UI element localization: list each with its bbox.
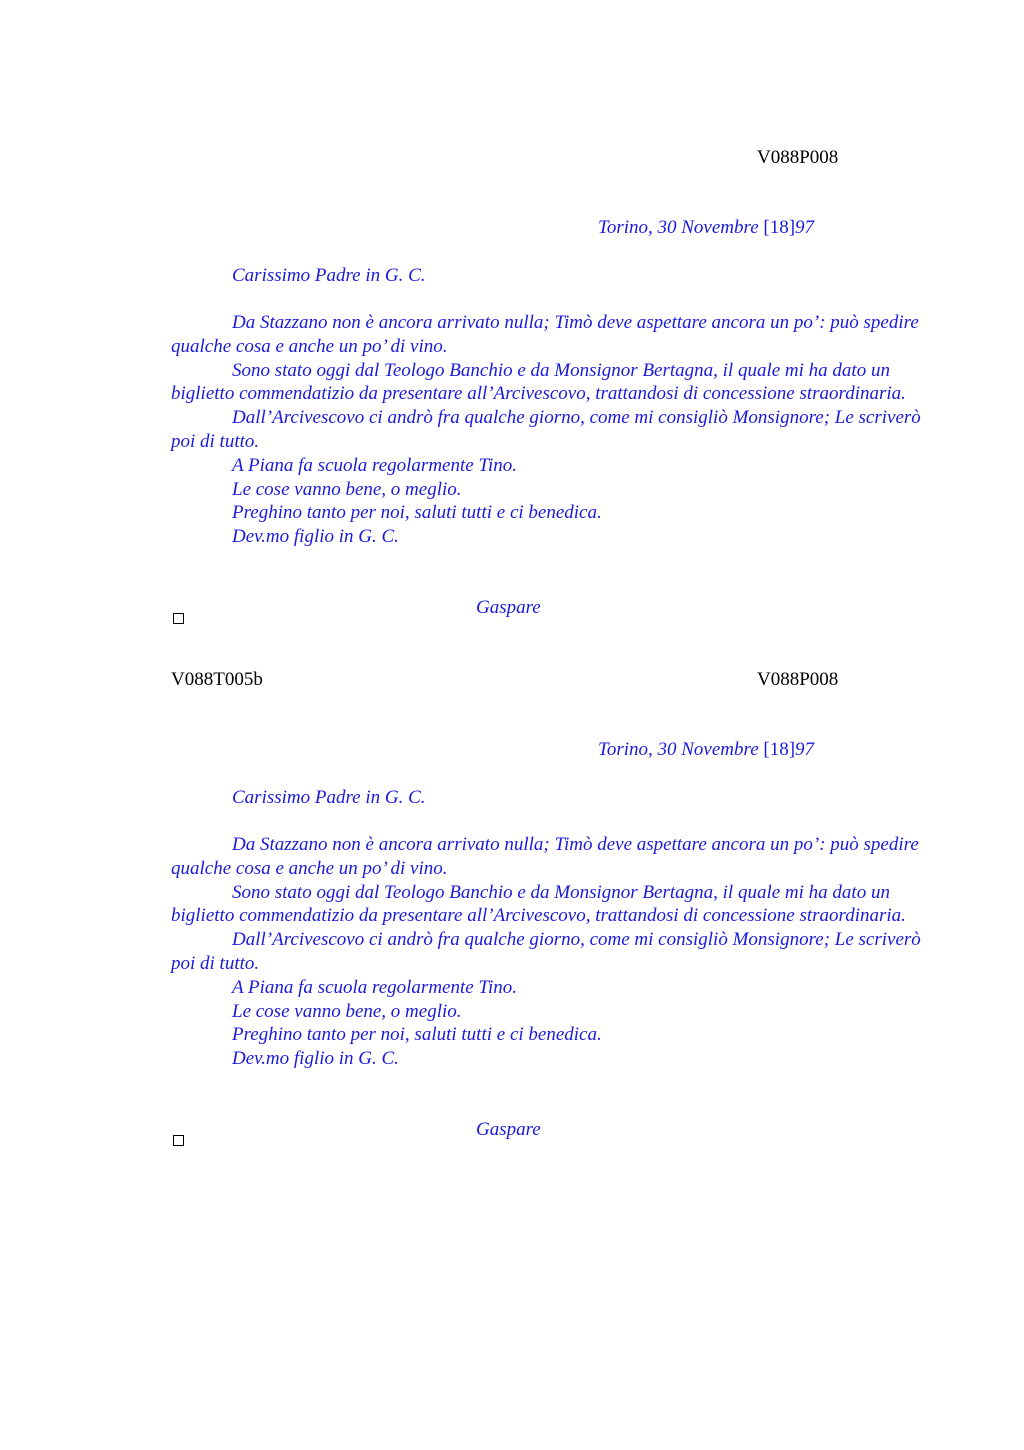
paragraph: Da Stazzano non è ancora arrivato nulla; Timò deve aspettare ancora un po’: può spedire qualche cosa e anche un po’ di vino. xyxy=(171,834,919,879)
date-year-end: 97 xyxy=(795,217,815,238)
paragraph: Le cose vanno bene, o meglio. xyxy=(232,478,462,500)
paragraph: Da Stazzano non è ancora arrivato nulla; Timò deve aspettare ancora un po’: può spedire qualche cosa e anche un po’ di vino. xyxy=(171,312,919,357)
letter-1 xyxy=(0,146,1024,668)
paragraph: Dall’Arcivescovo ci andrò fra qualche giorno, come mi consigliò Monsignore; Le scriverò poi di tutto. xyxy=(171,407,921,452)
closing: Dev.mo figlio in G. C. xyxy=(232,526,399,548)
salutation: Carissimo Padre in G. C. xyxy=(232,265,426,286)
letter-body xyxy=(171,833,931,1071)
salutation: Carissimo Padre in G. C. xyxy=(232,787,426,808)
paragraph: A Piana fa scuola regolarmente Tino. xyxy=(232,976,517,998)
paragraph: Sono stato oggi dal Teologo Banchio e da Monsignor Bertagna, il quale mi ha dato un biglietto commendatizio da presentare all’Arcivescovo, trattandosi di concessione straordinaria. xyxy=(171,881,906,927)
date-year-bracket: [18] xyxy=(763,217,796,238)
paragraph: Sono stato oggi dal Teologo Banchio e da Monsignor Bertagna, il quale mi ha dato un biglietto commendatizio da presentare all’Arcivescovo, trattandosi di concessione straordinaria. xyxy=(171,359,906,405)
letter-body xyxy=(171,311,931,549)
end-marker-box xyxy=(173,1135,184,1146)
date-place: Torino, 30 Novembre xyxy=(598,217,759,238)
paragraph: A Piana fa scuola regolarmente Tino. xyxy=(232,454,517,476)
ref-code: V088T005b xyxy=(171,669,263,690)
signature: Gaspare xyxy=(476,1119,541,1140)
letter-2 xyxy=(0,668,1024,1190)
letter-date xyxy=(598,216,814,240)
date-year-end: 97 xyxy=(795,739,815,760)
date-place: Torino, 30 Novembre xyxy=(598,739,759,760)
signature: Gaspare xyxy=(476,597,541,618)
date-year-bracket: [18] xyxy=(763,739,796,760)
closing: Dev.mo figlio in G. C. xyxy=(232,1048,399,1070)
paragraph: Preghino tanto per noi, saluti tutti e ci benedica. xyxy=(232,1024,602,1046)
paragraph: Preghino tanto per noi, saluti tutti e ci benedica. xyxy=(232,502,602,524)
page-code: V088P008 xyxy=(757,669,839,690)
letter-date xyxy=(598,738,814,762)
end-marker-box xyxy=(173,613,184,624)
page-code: V088P008 xyxy=(757,147,839,168)
paragraph: Le cose vanno bene, o meglio. xyxy=(232,1000,462,1022)
paragraph: Dall’Arcivescovo ci andrò fra qualche giorno, come mi consigliò Monsignore; Le scriverò poi di tutto. xyxy=(171,929,921,974)
